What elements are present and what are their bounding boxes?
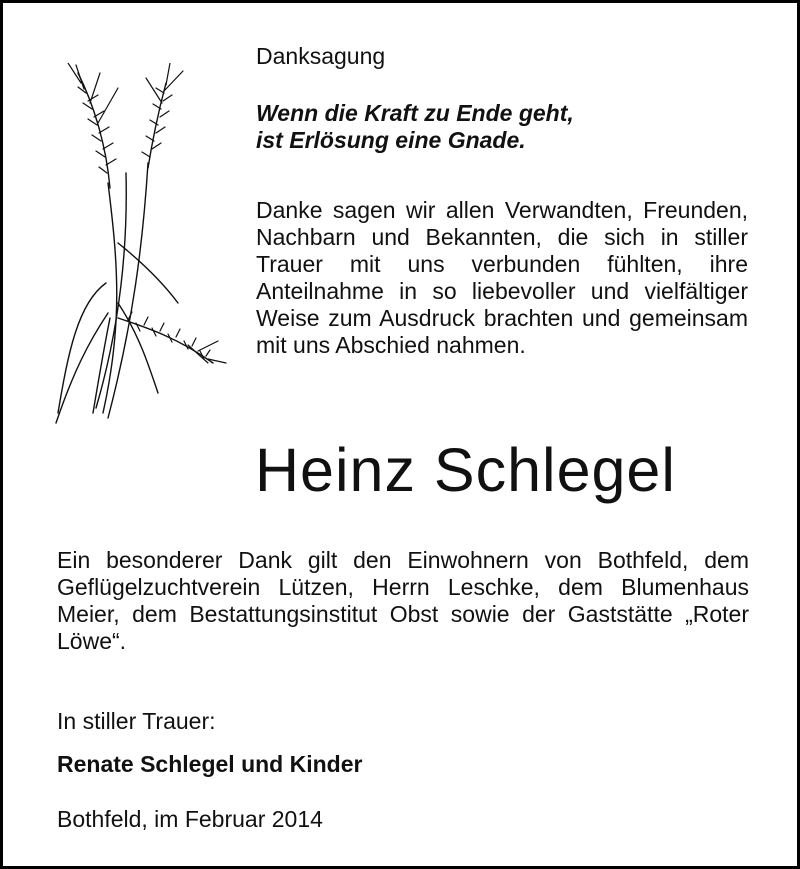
quote-line-2: ist Erlösung eine Gnade. (256, 127, 526, 153)
place-date: Bothfeld, im Februar 2014 (57, 806, 323, 832)
quote-line-1: Wenn die Kraft zu Ende geht, (256, 100, 574, 126)
heading-danksagung: Danksagung (256, 43, 386, 69)
in-mourning-label: In stiller Trauer: (57, 708, 216, 734)
deceased-name: Heinz Schlegel (255, 436, 676, 504)
thanks-paragraph: Danke sagen wir allen Verwandten, Freunden, Nachbarn und Bekannten, die sich in stiller Trauer mit uns verbunden fühlten, ihre Anteilnahme in so liebevoller und vielfältiger Weise zum Ausdruck brachten und gemeinsam mit uns Abschied nahmen. (256, 197, 748, 358)
wheat-ears-icon (48, 63, 228, 433)
quote (256, 100, 574, 154)
special-thanks-paragraph: Ein besonderer Dank gilt den Einwohnern von Bothfeld, dem Geflügelzuchtverein Lützen, Herrn Leschke, dem Blumenhaus Meier, dem Bestattungsinstitut Obst sowie der Gaststätte „Roter Löwe“. (57, 547, 749, 654)
family-signature: Renate Schlegel und Kinder (57, 751, 363, 777)
